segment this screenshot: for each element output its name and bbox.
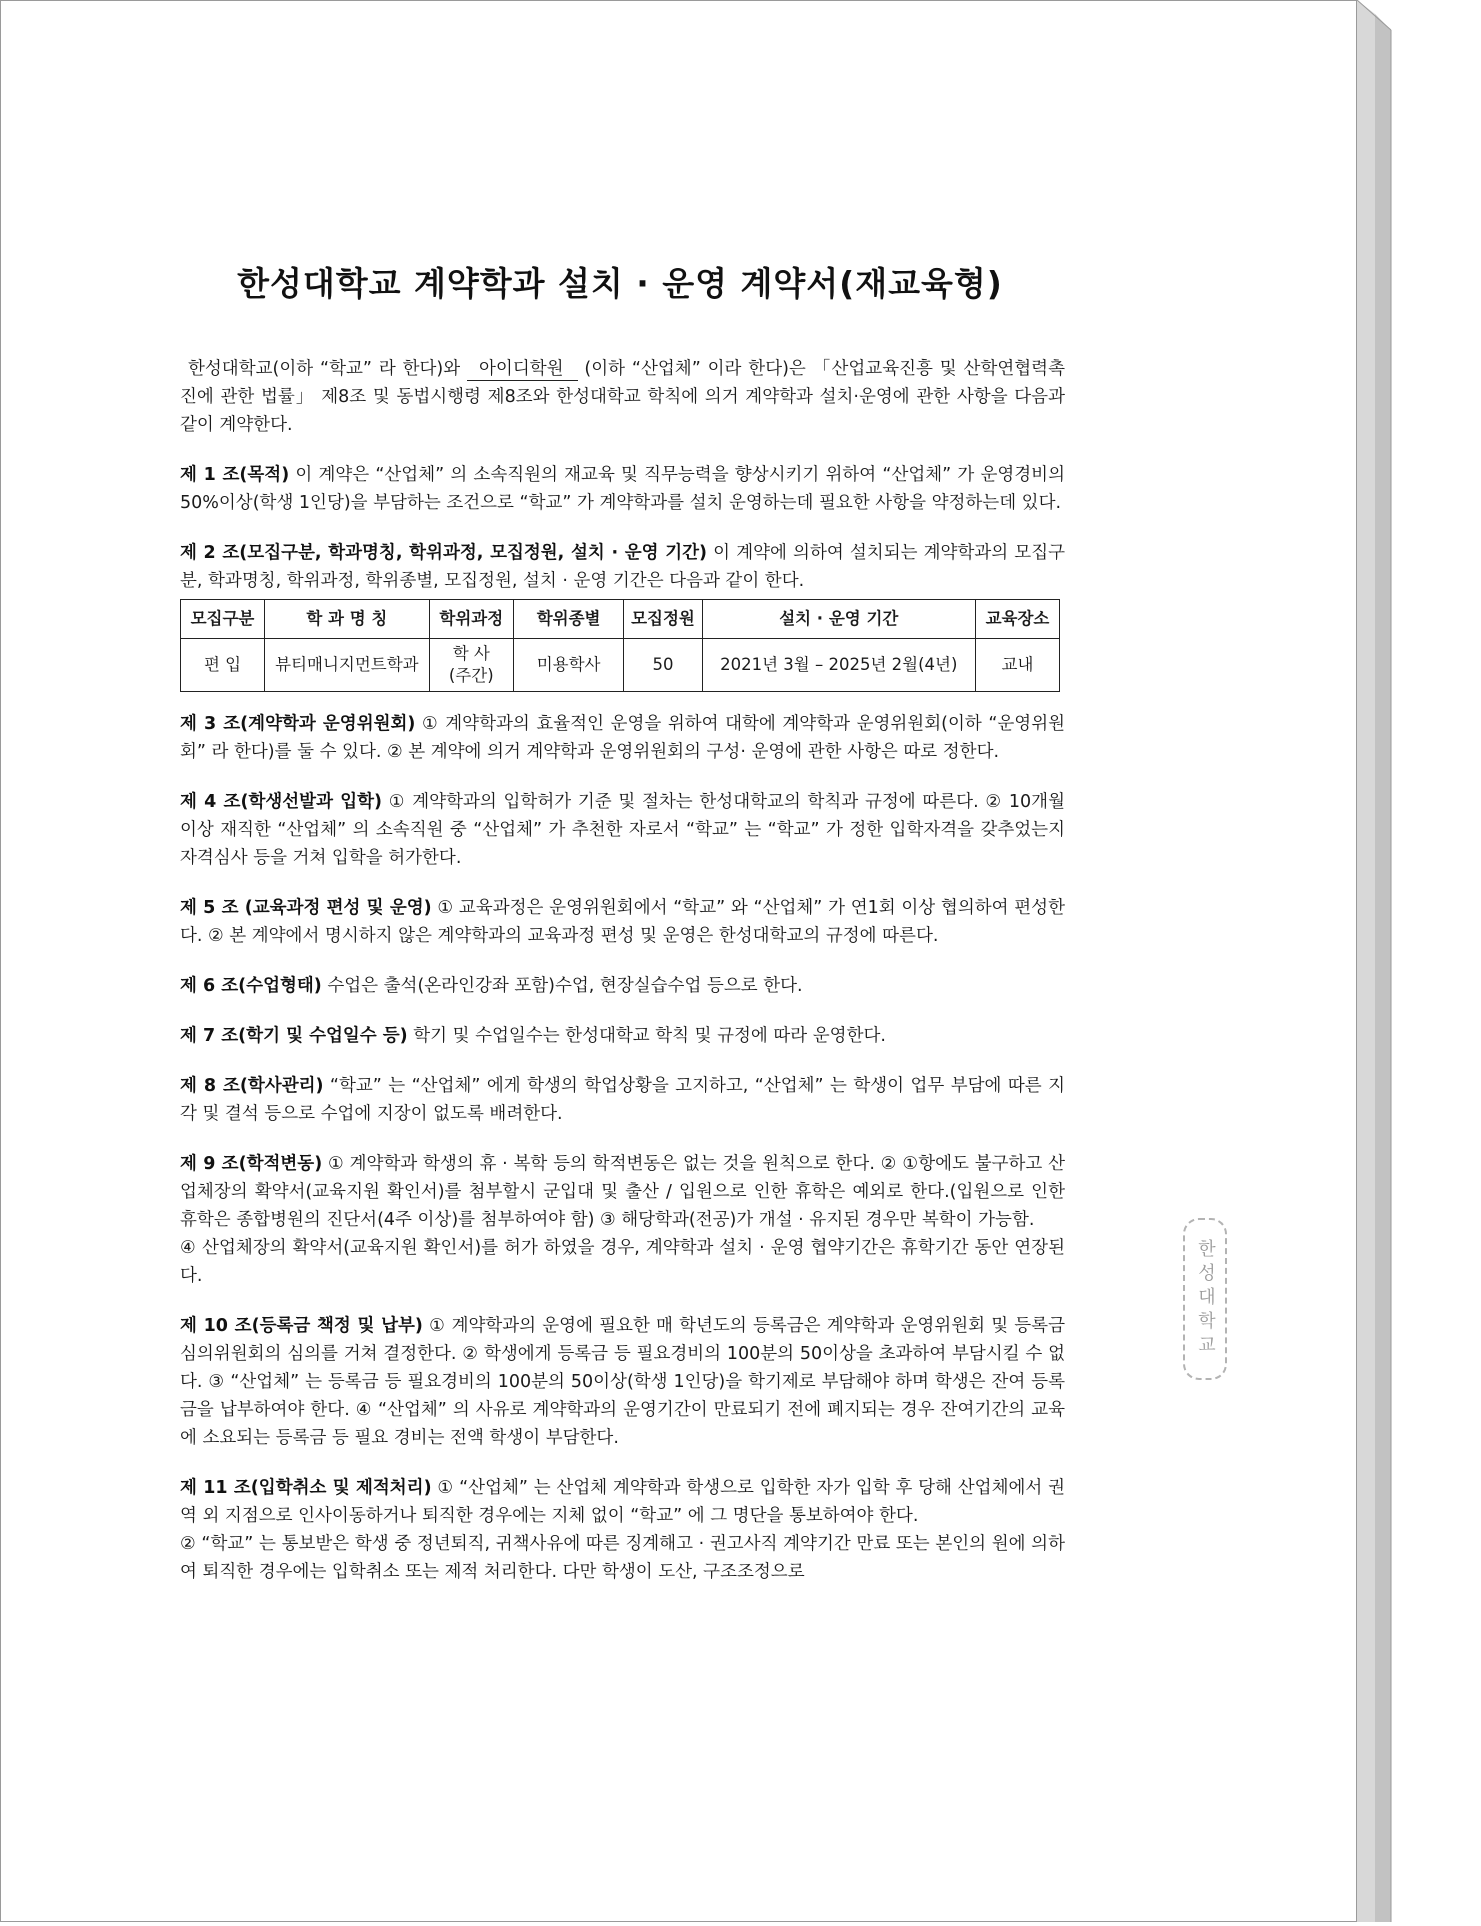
article-8-head: 제 8 조(학사관리)	[180, 1076, 324, 1096]
article-11-head: 제 11 조(입학취소 및 제적처리)	[180, 1478, 432, 1498]
article-6-head: 제 6 조(수업형태)	[180, 976, 322, 996]
article-7-head: 제 7 조(학기 및 수업일수 등)	[180, 1026, 408, 1046]
table-row	[181, 639, 1060, 692]
article-8-text: “학교” 는 “산업체” 에게 학생의 학업상황을 고지하고, “산업체” 는 학생이 업무 부담에 따른 지각 및 결석 등으로 수업에 지장이 없도록 배려한다.	[180, 1076, 1065, 1124]
article-9-head: 제 9 조(학적변동)	[180, 1154, 323, 1174]
intro-paragraph	[180, 355, 1065, 439]
page-fold-edge	[1357, 0, 1393, 1922]
th-quota: 모집정원	[624, 600, 702, 639]
document-body	[180, 355, 1065, 1608]
article-10-text: ① 계약학과의 운영에 필요한 매 학년도의 등록금은 계약학과 운영위원회 및 등록금심의위원회의 심의를 거쳐 결정한다. ② 학생에게 등록금 등 필요경비의 100분의 50이상을 초과하여 부담시킬 수 없다. ③ “산업체” 는 등록금 등 필요경비의 100분의 50이상(학생 1인당)을 학기제로 부담해야 하며 학생은 잔여 등록금을 납부하여야 한다. ④ “산업체” 의 사유로 계약학과의 운영기간이 만료되기 전에 폐지되는 경우 잔여기간의 교육에 소요되는 등록금 등 필요 경비는 전액 학생이 부담한다.	[180, 1316, 1065, 1448]
document-title: 한성대학교 계약학과 설치 · 운영 계약서(재교육형)	[237, 264, 1003, 303]
article-5	[180, 894, 1065, 950]
article-8	[180, 1072, 1065, 1128]
article-9	[180, 1150, 1065, 1290]
article-2	[180, 539, 1065, 595]
th-period: 설치 · 운영 기간	[702, 600, 975, 639]
cell-course-bottom: (주간)	[448, 666, 494, 685]
th-degree: 학위종별	[513, 600, 624, 639]
th-type: 모집구분	[181, 600, 265, 639]
cell-period: 2021년 3월 – 2025년 2월(4년)	[702, 639, 975, 692]
cell-place: 교내	[975, 639, 1059, 692]
article-5-text: ① 교육과정은 운영위원회에서 “학교” 와 “산업체” 가 연1회 이상 협의하여 편성한다. ② 본 계약에서 명시하지 않은 계약학과의 교육과정 편성 및 운영은 한성대학교의 규정에 따른다.	[180, 898, 1065, 946]
article-10-head: 제 10 조(등록금 책정 및 납부)	[180, 1316, 423, 1336]
th-course: 학위과정	[429, 600, 513, 639]
article-9-text: ① 계약학과 학생의 휴 · 복학 등의 학적변동은 없는 것을 원칙으로 한다. ② ①항에도 불구하고 산업체장의 확약서(교육지원 확인서)를 첨부할시 군입대 및 출산 / 입원으로 인한 휴학은 예외로 한다.(입원으로 인한 휴학은 종합병원의 진단서(4주 이상)를 첨부하여야 함) ③ 해당학과(전공)가 개설 · 유지된 경우만 복학이 가능함.	[180, 1154, 1065, 1230]
article-7	[180, 1022, 1065, 1050]
article-2-text: 이 계약에 의하여 설치되는 계약학과의 모집구분, 학과명칭, 학위과정, 학위종별, 모집정원, 설치 · 운영 기간은 다음과 같이 한다.	[180, 543, 1065, 591]
article-4-head: 제 4 조(학생선발과 입학)	[180, 792, 383, 812]
article-4	[180, 788, 1065, 872]
article-4-text: ① 계약학과의 입학허가 기준 및 절차는 한성대학교의 학칙과 규정에 따른다. ② 10개월 이상 재직한 “산업체” 의 소속직원 중 “산업체” 가 추천한 자로서 “학교” 는 “학교” 가 정한 입학자격을 갖추었는지 자격심사 등을 거쳐 입학을 허가한다.	[180, 792, 1065, 868]
th-place: 교육장소	[975, 600, 1059, 639]
article-6-text: 수업은 출석(온라인강좌 포함)수업, 현장실습수업 등으로 한다.	[321, 976, 803, 996]
article-3-text: ① 계약학과의 효율적인 운영을 위하여 대학에 계약학과 운영위원회(이하 “운영위원회” 라 한다)를 둘 수 있다. ② 본 계약에 의거 계약학과 운영위원회의 구성· 운영에 관한 사항은 따로 정한다.	[180, 714, 1066, 762]
cell-course	[429, 639, 513, 692]
article-1-head: 제 1 조(목적)	[180, 465, 290, 485]
article-2-head: 제 2 조(모집구분, 학과명칭, 학위과정, 모집정원, 설치 · 운영 기간)	[180, 543, 708, 563]
article-9-text2: ④ 산업체장의 확약서(교육지원 확인서)를 허가 하였을 경우, 계약학과 설치 · 운영 협약기간은 휴학기간 동안 연장된다.	[180, 1238, 1065, 1286]
article-7-text: 학기 및 수업일수는 한성대학교 학칙 및 규정에 따라 운영한다.	[407, 1026, 886, 1046]
recruitment-table	[180, 599, 1060, 692]
intro-pre: 한성대학교(이하 “학교” 라 한다)와	[188, 359, 461, 379]
table-header-row	[181, 600, 1060, 639]
cell-course-top: 학 사	[452, 644, 490, 663]
article-3	[180, 710, 1065, 766]
cell-quota: 50	[624, 639, 702, 692]
article-3-head: 제 3 조(계약학과 운영위원회)	[180, 714, 416, 734]
th-dept: 학 과 명 칭	[265, 600, 430, 639]
article-11-text2: ② “학교” 는 통보받은 학생 중 정년퇴직, 귀책사유에 따른 징계해고 · 권고사직 계약기간 만료 또는 본인의 원에 의하여 퇴직한 경우에는 입학취소 또는 제적 처리한다. 다만 학생이 도산, 구조조정으로	[180, 1534, 1065, 1582]
article-1-text: 이 계약은 “산업체” 의 소속직원의 재교육 및 직무능력을 향상시키기 위하여 “산업체” 가 운영경비의 50%이상(학생 1인당)을 부담하는 조건으로 “학교” 가 계약학과를 설치 운영하는데 필요한 사항을 약정하는데 있다.	[180, 465, 1065, 513]
article-6	[180, 972, 1065, 1000]
company-name: 아이디학원	[467, 358, 578, 381]
article-10	[180, 1312, 1065, 1452]
cell-type: 편 입	[181, 639, 265, 692]
article-1	[180, 461, 1065, 517]
article-11-text: ① “산업체” 는 산업체 계약학과 학생으로 입학한 자가 입학 후 당해 산업체에서 권역 외 지점으로 인사이동하거나 퇴직한 경우에는 지체 없이 “학교” 에 그 명단을 통보하여야 한다.	[180, 1478, 1065, 1526]
cell-degree: 미용학사	[513, 639, 624, 692]
intro-post: (이하 “산업체” 이라 한다)은 「산업교육진흥 및 산학연협력촉진에 관한 법률」 제8조 및 동법시행령 제8조와 한성대학교 학칙에 의거 계약학과 설치·운영에 관한 사항을 다음과 같이 계약한다.	[180, 359, 1065, 435]
cell-dept: 뷰티매니지먼트학과	[265, 639, 430, 692]
article-11	[180, 1474, 1065, 1586]
article-5-head: 제 5 조 (교육과정 편성 및 운영)	[180, 898, 432, 918]
seal-stamp: 한성대학교	[1183, 1218, 1227, 1380]
